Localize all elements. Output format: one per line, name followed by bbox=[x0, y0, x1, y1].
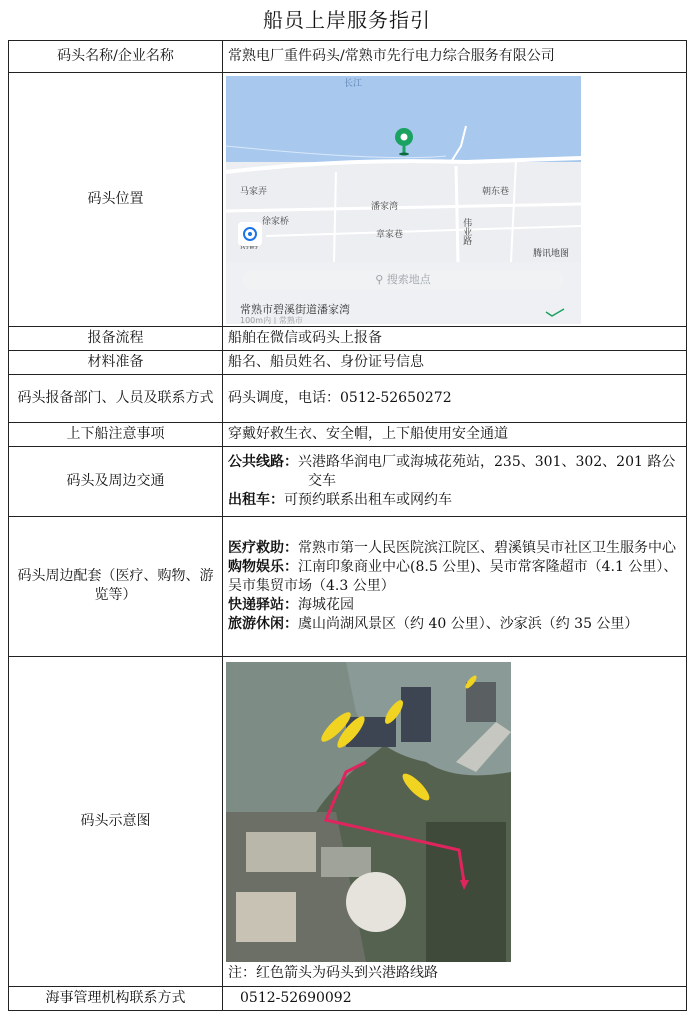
row-value: 常熟电厂重件码头/常熟市先行电力综合服务有限公司 bbox=[223, 41, 687, 73]
location-map bbox=[226, 76, 581, 324]
row-value bbox=[223, 446, 687, 516]
taxi-line bbox=[228, 491, 681, 510]
guide-table bbox=[8, 40, 687, 1011]
table-row bbox=[9, 446, 687, 516]
map-label: 伟业路 bbox=[461, 217, 472, 245]
route-arrow bbox=[226, 662, 511, 962]
row-label: 码头周边配套（医疗、购物、游览等） bbox=[9, 516, 223, 656]
shopping-title: 购物娱乐： bbox=[228, 558, 298, 575]
row-label: 码头位置 bbox=[9, 73, 223, 327]
taxi-title: 出租车： bbox=[228, 491, 284, 508]
row-value bbox=[223, 516, 687, 656]
check-icon[interactable] bbox=[544, 306, 566, 318]
bus-title: 公共线路： bbox=[228, 453, 298, 470]
bus-line bbox=[228, 453, 681, 491]
search-placeholder: 搜索地点 bbox=[386, 272, 431, 286]
row-label: 码头名称/企业名称 bbox=[9, 41, 223, 73]
map-roads bbox=[226, 76, 581, 262]
river-label: 长江 bbox=[344, 78, 363, 89]
diagram-cell bbox=[223, 656, 687, 986]
map-cell bbox=[223, 73, 687, 327]
travel-line bbox=[228, 615, 681, 634]
map-address: 常熟市碧溪街道潘家湾 bbox=[240, 302, 350, 316]
row-label: 码头及周边交通 bbox=[9, 446, 223, 516]
medical-line bbox=[228, 539, 681, 558]
search-icon: ⚲ bbox=[375, 272, 384, 286]
row-value: 船名、船员姓名、身份证号信息 bbox=[223, 350, 687, 374]
table-row bbox=[9, 350, 687, 374]
row-label: 码头报备部门、人员及联系方式 bbox=[9, 374, 223, 422]
table-row bbox=[9, 327, 687, 351]
express-line bbox=[228, 596, 681, 615]
row-value: 穿戴好救生衣、安全帽，上下船使用安全通道 bbox=[223, 422, 687, 446]
location-pin-icon[interactable] bbox=[389, 126, 419, 156]
crosshair-icon bbox=[238, 222, 262, 246]
map-label: 朝东巷 bbox=[482, 186, 510, 197]
row-label: 报备流程 bbox=[9, 327, 223, 351]
table-row bbox=[9, 422, 687, 446]
map-label: 马家弄 bbox=[240, 186, 268, 197]
travel-title: 旅游休闲： bbox=[228, 615, 298, 632]
map-address-sub: 100m内 | 常熟市 bbox=[240, 315, 303, 324]
row-value bbox=[223, 986, 687, 1010]
aerial-photo bbox=[226, 662, 511, 962]
express-value: 海城花园 bbox=[298, 596, 354, 613]
map-search-input[interactable] bbox=[242, 270, 564, 290]
row-value: 码头调度，电话：0512-52650272 bbox=[223, 374, 687, 422]
shopping-value: 江南印象商业中心(8.5 公里)、吴市常客隆超市（4.1 公里）、吴市集贸市场（4.3 公里） bbox=[228, 558, 678, 594]
diagram-note: 注：红色箭头为码头到兴港路线路 bbox=[228, 964, 438, 981]
table-row bbox=[9, 986, 687, 1010]
bus-value: 兴港路华润电厂或海城花苑站，235、301、302、201 路公交车 bbox=[298, 453, 676, 489]
page-title: 船员上岸服务指引 bbox=[263, 8, 431, 32]
map-label: 潘家湾 bbox=[371, 201, 399, 212]
table-row bbox=[9, 656, 687, 986]
express-title: 快递驿站： bbox=[228, 596, 298, 613]
map-label: 徐家桥 bbox=[262, 216, 290, 227]
row-label: 码头示意图 bbox=[9, 656, 223, 986]
map-label: 章家巷 bbox=[376, 229, 404, 240]
locate-button[interactable] bbox=[238, 222, 262, 246]
taxi-value: 可预约联系出租车或网约车 bbox=[284, 491, 452, 508]
table-row bbox=[9, 41, 687, 73]
medical-value: 常熟市第一人民医院滨江院区、碧溪镇吴市社区卫生服务中心 bbox=[298, 539, 676, 556]
medical-title: 医疗救助： bbox=[228, 539, 298, 556]
travel-value: 虞山尚湖风景区（约 40 公里）、沙家浜（约 35 公里） bbox=[298, 615, 639, 632]
row-label: 材料准备 bbox=[9, 350, 223, 374]
map-provider-logo: 腾讯地图 bbox=[532, 248, 569, 259]
msa-phone: 0512-52690092 bbox=[240, 989, 352, 1006]
table-row bbox=[9, 374, 687, 422]
row-value: 船舶在微信或码头上报备 bbox=[223, 327, 687, 351]
row-label: 海事管理机构联系方式 bbox=[9, 986, 223, 1010]
table-row bbox=[9, 73, 687, 327]
row-label: 上下船注意事项 bbox=[9, 422, 223, 446]
table-row bbox=[9, 516, 687, 656]
shopping-line bbox=[228, 558, 681, 596]
